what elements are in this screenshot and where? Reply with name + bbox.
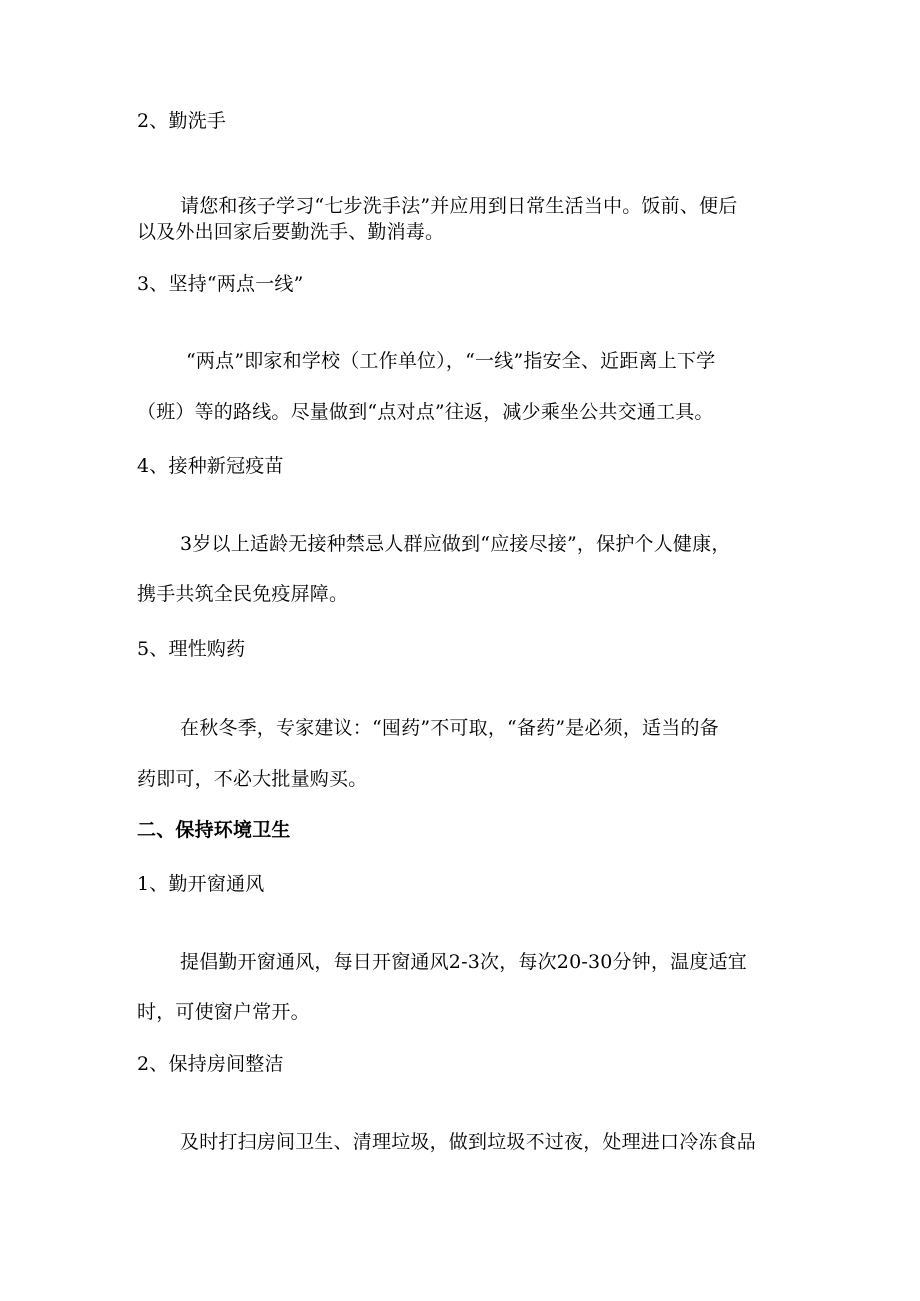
paragraph-line: （班）等的路线。尽量做到“点对点”往返，减少乘坐公共交通工具。 (137, 401, 714, 423)
paragraph-line: 3岁以上适龄无接种禁忌人群应做到“应接尽接”，保护个人健康， (180, 533, 731, 555)
paragraph-line: “两点”即家和学校（工作单位），“一线”指安全、近距离上下学 (186, 350, 716, 372)
subheading-handwashing: 2、勤洗手 (137, 110, 227, 132)
paragraph-line: 请您和孩子学习“七步洗手法”并应用到日常生活当中。饭前、便后 (180, 195, 738, 217)
paragraph-line: 提倡勤开窗通风，每日开窗通风2-3次，每次20-30分钟，温度适宜 (180, 951, 747, 973)
paragraph-line: 以及外出回家后要勤洗手、勤消毒。 (137, 221, 445, 243)
subheading-room-tidy: 2、保持房间整洁 (137, 1053, 284, 1075)
paragraph-line: 及时打扫房间卫生、清理垃圾，做到垃圾不过夜，处理进口冷冻食品 (180, 1131, 757, 1153)
paragraph-line: 在秋冬季，专家建议：“囤药”不可取，“备药”是必须，适当的备 (180, 717, 719, 739)
paragraph-line: 时，可使窗户常开。 (137, 1001, 310, 1023)
subheading-rational-medicine: 5、理性购药 (137, 638, 246, 660)
subheading-ventilation: 1、勤开窗通风 (137, 873, 265, 895)
subheading-vaccination: 4、接种新冠疫苗 (137, 455, 284, 477)
paragraph-line: 携手共筑全民免疫屏障。 (137, 583, 349, 605)
section-heading-environment: 二、保持环境卫生 (137, 819, 291, 841)
subheading-two-points-one-line: 3、坚持“两点一线” (137, 273, 304, 295)
paragraph-line: 药即可，不必大批量购买。 (137, 768, 368, 790)
